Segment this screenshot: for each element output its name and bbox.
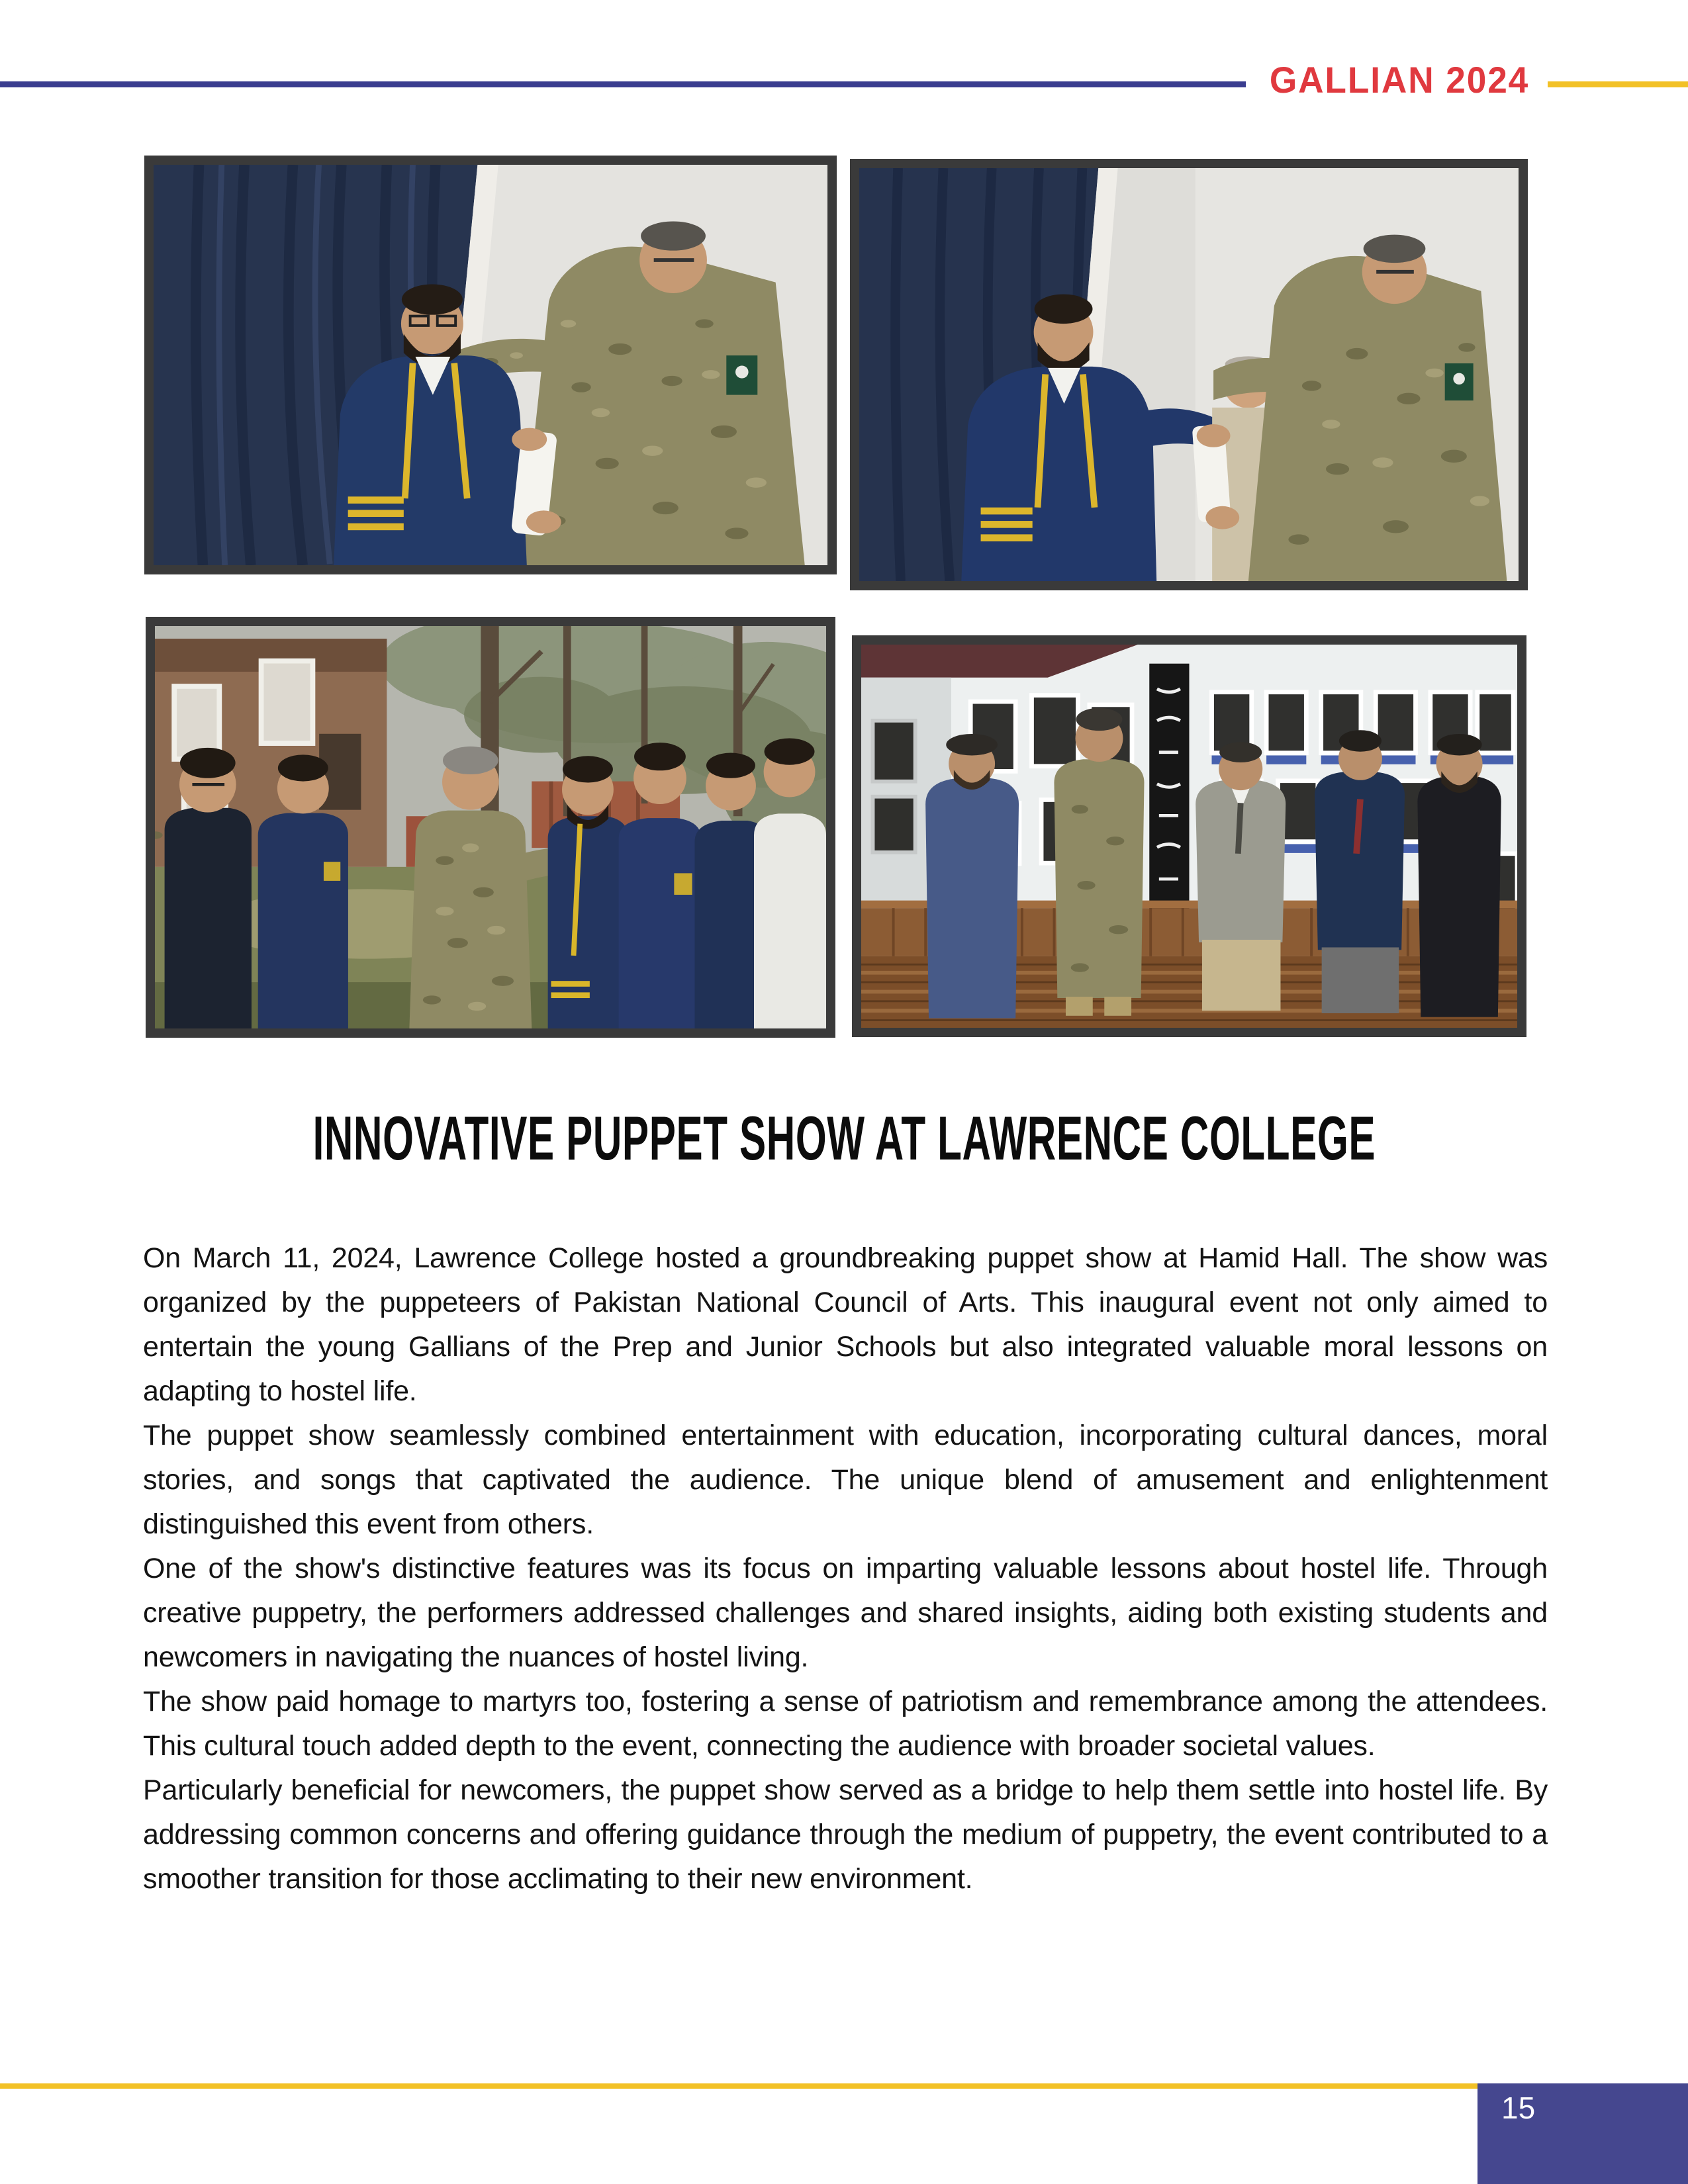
article-paragraph-2: The puppet show seamlessly combined entertainment with education, incorporating cultural dances, moral stories, and songs that captivated the audience. The unique blend of amusement and enlightenment distinguished this event from others. [143, 1420, 1548, 1540]
article-paragraph-5: Particularly beneficial for newcomers, the puppet show served as a bridge to help them settle into hostel life. By addressing common concerns and offering guidance through the medium of puppetry, the event contributed to a smoother transition for those acclimating to their new environment. [143, 1774, 1548, 1895]
photo-outdoor-group [146, 617, 835, 1038]
photo-gallery-visit [852, 635, 1526, 1037]
article-paragraph-1: On March 11, 2024, Lawrence College hosted a groundbreaking puppet show at Hamid Hall. The show was organized by the puppeteers of Pakistan National Council of Arts. This inaugural event not only aimed to entertain the young Gallians of the Prep and Junior Schools but also integrated valuable moral lessons on adapting to hostel life. [143, 1242, 1548, 1407]
article-body [143, 1236, 1548, 1901]
header-rule-gold [1548, 81, 1688, 87]
header-rule-blue [0, 81, 1246, 87]
article-title-text: INNOVATIVE PUPPET SHOW AT LAWRENCE COLLEGE [312, 1103, 1376, 1173]
magazine-title: GALLIAN 2024 [1269, 59, 1530, 101]
page-number: 15 [1501, 2091, 1536, 2125]
photo-award-ceremony-1 [144, 156, 837, 574]
photo-award-ceremony-1-image [154, 165, 827, 565]
article-title [0, 1103, 1688, 1174]
article-paragraph-3: One of the show's distinctive features was its focus on imparting valuable lessons about hostel life. Through creative puppetry, the performers addressed challenges and shared insights, aiding both existing students and newcomers in navigating the nuances of hostel living. [143, 1553, 1548, 1673]
photo-award-ceremony-2-image [859, 168, 1519, 581]
photo-gallery-visit-image [861, 645, 1517, 1028]
photo-award-ceremony-2 [850, 159, 1528, 590]
page-number-badge [1477, 2083, 1688, 2184]
article-paragraph-4: The show paid homage to martyrs too, fostering a sense of patriotism and remembrance among the attendees. This cultural touch added depth to the event, connecting the audience with broader societal values. [143, 1686, 1548, 1762]
photo-outdoor-group-image [155, 626, 826, 1028]
footer-rule-gold [0, 2083, 1477, 2089]
